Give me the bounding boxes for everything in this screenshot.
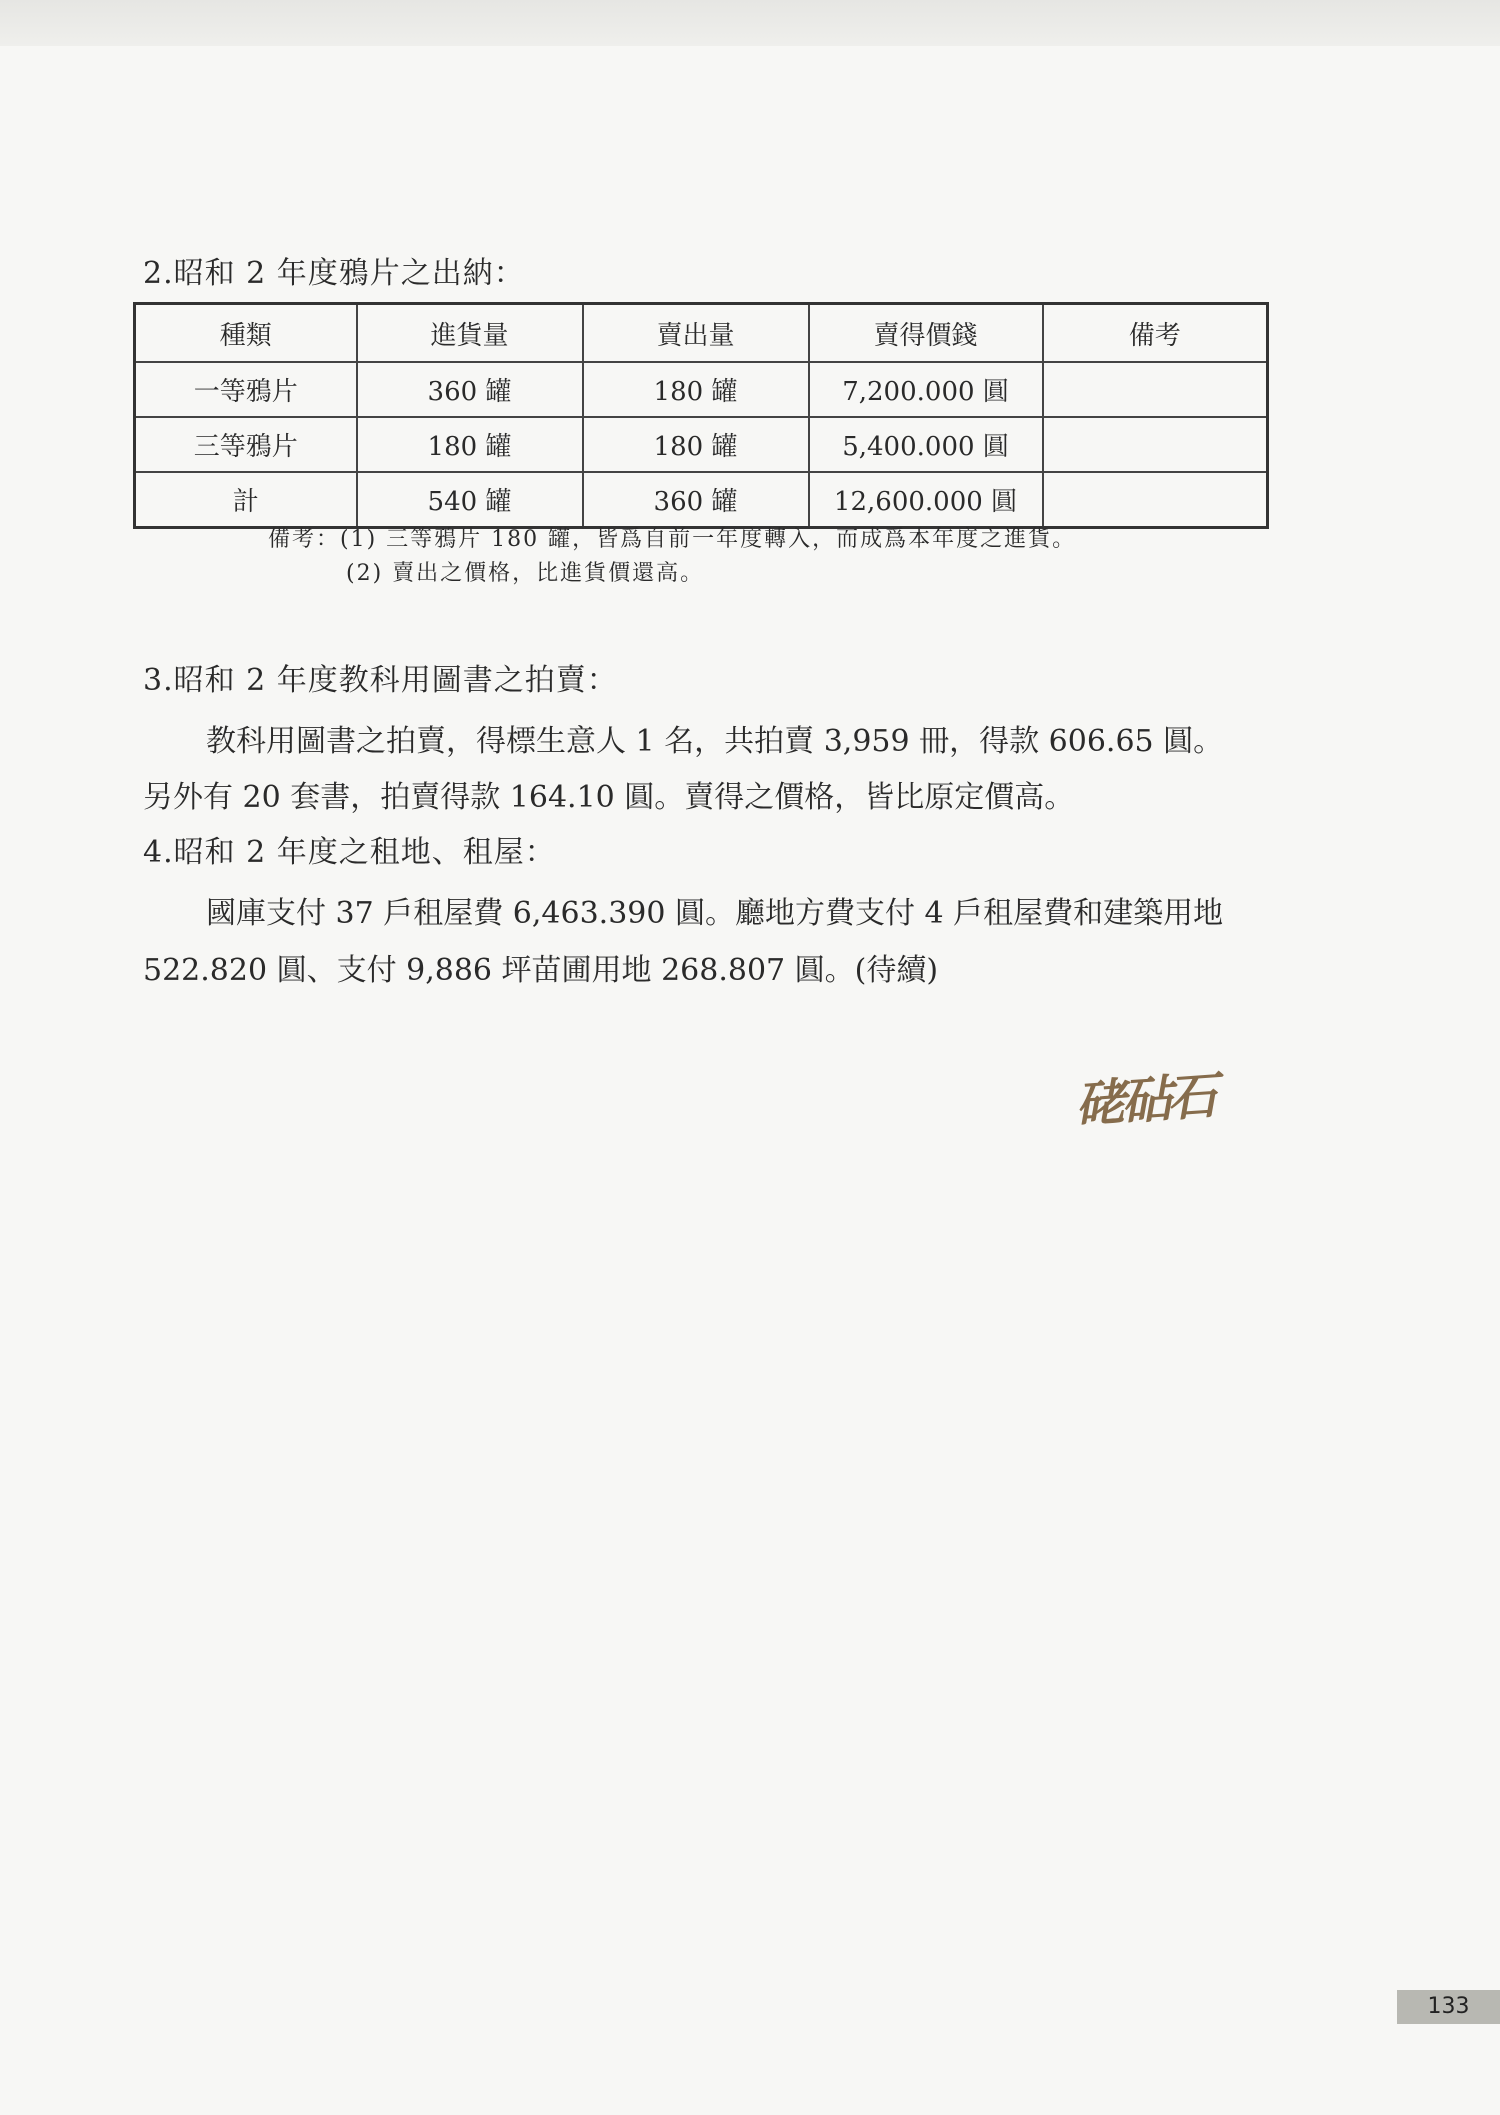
table-row (135, 417, 1268, 472)
col-header: 種類 (135, 304, 357, 363)
table-cell: 5,400.000 圓 (809, 417, 1043, 472)
scan-top-edge (0, 0, 1500, 46)
table-header-row (135, 304, 1268, 363)
table-cell: 計 (135, 472, 357, 528)
table-cell: 180 罐 (583, 417, 809, 472)
page-number: 133 (1397, 1990, 1500, 2024)
col-header: 進貨量 (357, 304, 583, 363)
table-cell: 360 罐 (583, 472, 809, 528)
table-cell (1043, 472, 1268, 528)
table-cell: 12,600.000 圓 (809, 472, 1043, 528)
calligraphy-stamp: 硓砧石 (1073, 1065, 1216, 1135)
section2-heading: 2.昭和 2 年度鴉片之出納： (143, 256, 525, 291)
table-cell: 7,200.000 圓 (809, 362, 1043, 417)
section4-heading: 4.昭和 2 年度之租地、租屋： (143, 835, 556, 870)
section4-line-1: 國庫支付 37 戶租屋費 6,463.390 圓。廳地方費支付 4 戶租屋費和建築用地 (206, 896, 1224, 931)
col-header: 備考 (1043, 304, 1268, 363)
table-cell: 360 罐 (357, 362, 583, 417)
col-header: 賣得價錢 (809, 304, 1043, 363)
col-header: 賣出量 (583, 304, 809, 363)
section3-line-1: 教科用圖書之拍賣，得標生意人 1 名，共拍賣 3,959 冊，得款 606.65 圓。 (206, 724, 1224, 759)
opium-table (133, 302, 1269, 529)
section3-line-2: 另外有 20 套書，拍賣得款 164.10 圓。賣得之價格，皆比原定價高。 (143, 780, 1075, 815)
table-cell: 180 罐 (357, 417, 583, 472)
table-cell: 三等鴉片 (135, 417, 357, 472)
table-cell: 180 罐 (583, 362, 809, 417)
table-note-2: (2) 賣出之價格，比進貨價還高。 (346, 561, 705, 586)
section4-line-2: 522.820 圓、支付 9,886 坪苗圃用地 268.807 圓。(待續) (143, 953, 939, 988)
table-cell: 540 罐 (357, 472, 583, 528)
table-row (135, 362, 1268, 417)
table-cell (1043, 362, 1268, 417)
section3-heading: 3.昭和 2 年度教科用圖書之拍賣： (143, 663, 618, 698)
table-cell: 一等鴉片 (135, 362, 357, 417)
table-cell (1043, 417, 1268, 472)
table-row (135, 472, 1268, 528)
table-note-1: 備考：(1) 三等鴉片 180 罐，皆爲自前一年度轉入，而成爲本年度之進貨。 (268, 527, 1077, 552)
